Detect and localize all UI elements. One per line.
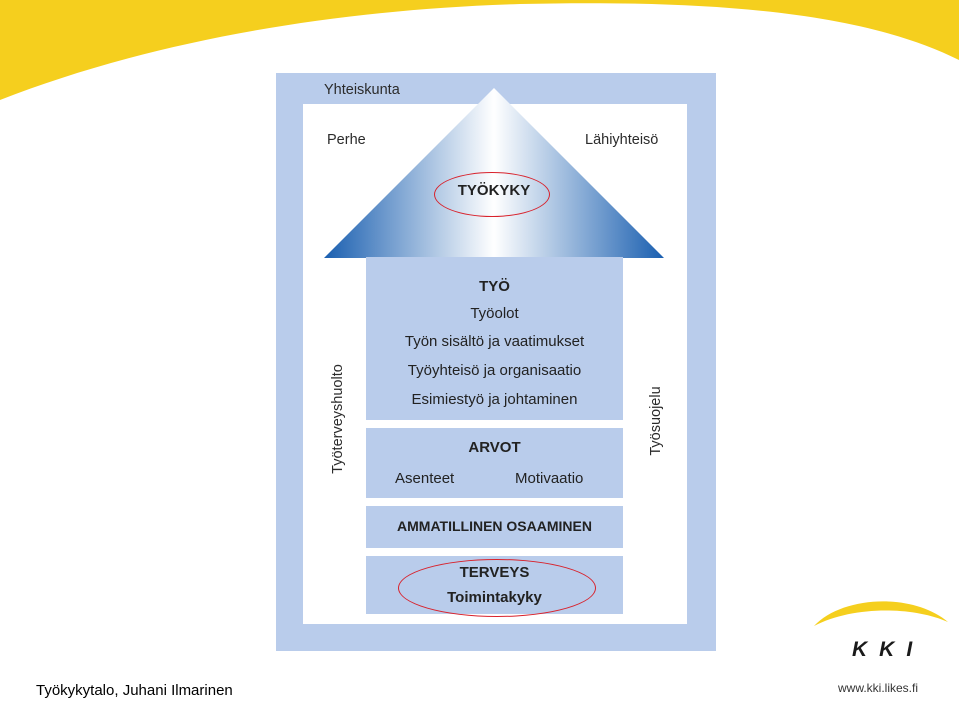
work-ability-highlight [434,172,550,217]
work-item: Työn sisältö ja vaatimukset [404,333,585,350]
health-title: TERVEYS [459,564,530,581]
work-item: Työyhteisö ja organisaatio [407,362,582,379]
work-title: TYÖ [479,278,510,295]
work-item: Esimiestyö ja johtaminen [411,391,578,408]
skills-title: AMMATILLINEN OSAAMINEN [397,518,592,534]
health-subtitle: Toimintakyky [447,589,542,606]
kki-logo-swoosh [812,596,952,636]
health-highlight [398,559,596,617]
occupational-safety-label: Työsuojelu [648,386,664,456]
work-item: Työolot [470,305,519,322]
kki-logo-text: KKI [852,638,925,661]
attitudes-label: Asenteet [395,470,455,487]
values-title: ARVOT [468,439,521,456]
family-label: Perhe [327,132,366,148]
kki-url[interactable]: www.kki.likes.fi [838,681,919,695]
community-label: Lähiyhteisö [585,132,659,148]
occupational-health-label: Työterveyshuolto [330,364,346,474]
society-label: Yhteiskunta [324,82,400,98]
footer-caption: Työkykytalo, Juhani Ilmarinen [36,682,233,699]
motivation-label: Motivaatio [515,470,584,487]
work-ability-label: TYÖKYKY [457,182,531,199]
